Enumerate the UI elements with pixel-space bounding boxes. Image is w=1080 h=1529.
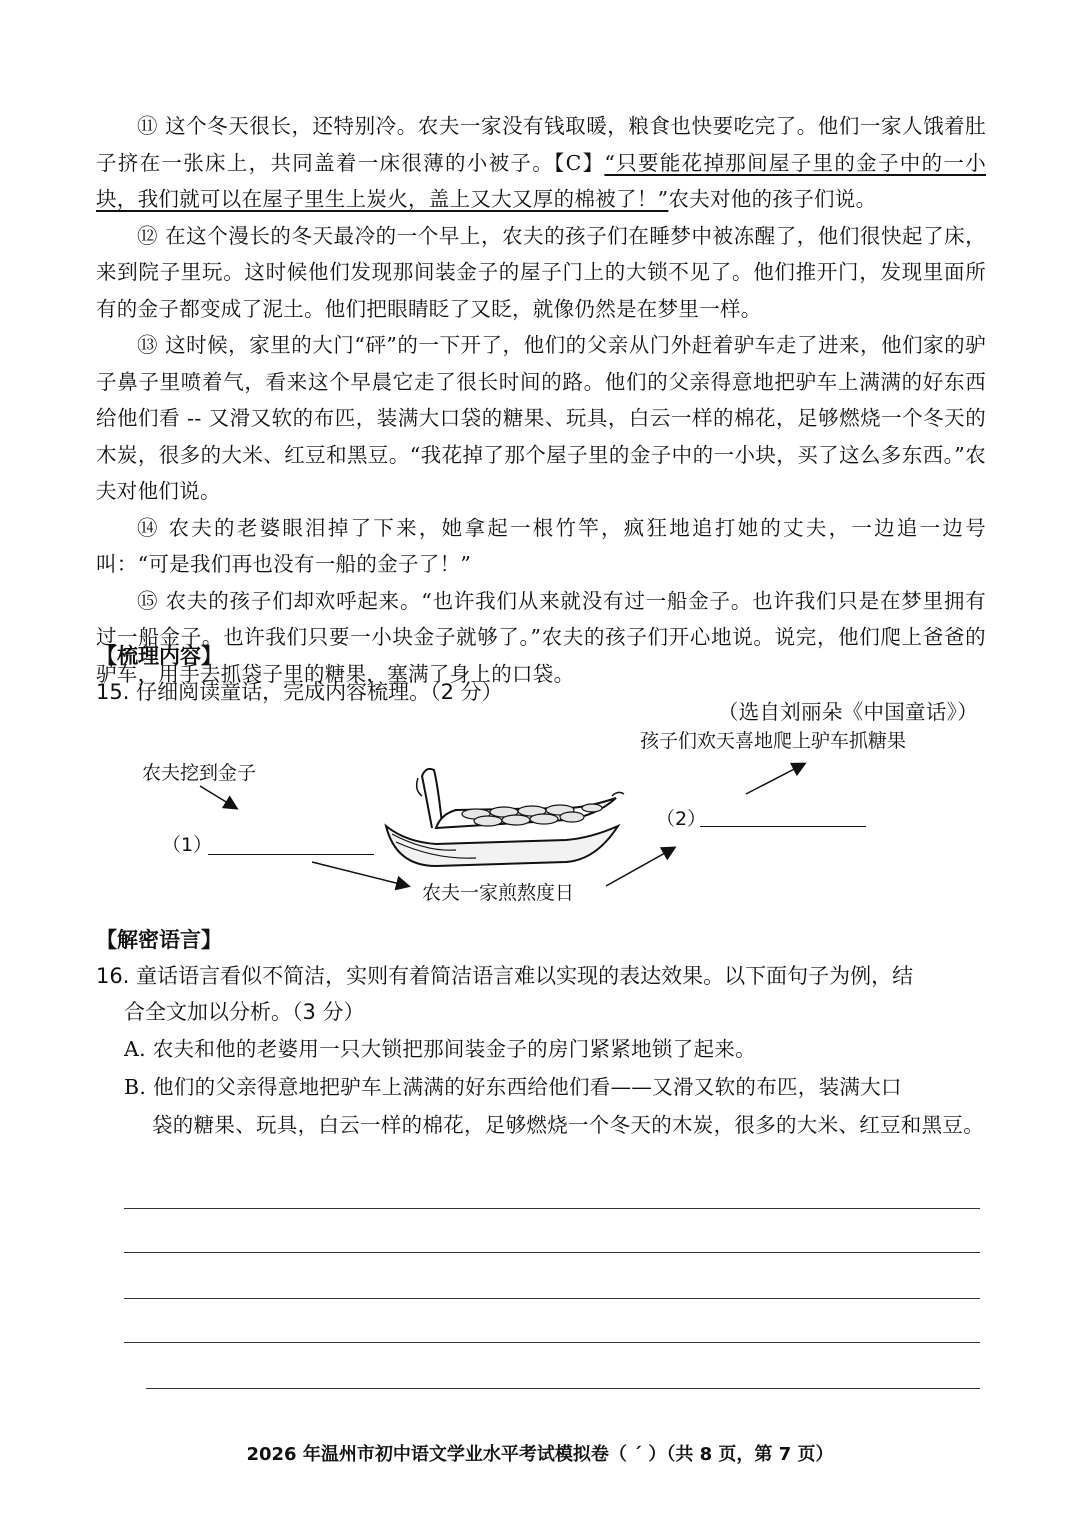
question-16 <box>96 958 986 1030</box>
arrow-to-blank-1 <box>200 786 236 808</box>
question-15: 15. 仔细阅读童话，完成内容梳理。（2 分） <box>96 680 503 704</box>
option-b-continuation: 袋的糖果、玩具，白云一样的棉花，足够燃烧一个冬天的木炭，很多的大米、红豆和黑豆。 <box>152 1113 984 1137</box>
section-title-content: 【梳理内容】 <box>96 644 222 668</box>
question-16-line-1: 16. 童话语言看似不简洁，实则有着简洁语言难以实现的表达效果。以下面句子为例，结 <box>96 964 914 988</box>
story-flow-diagram <box>96 716 976 916</box>
option-b-line-1: B. 他们的父亲得意地把驴车上满满的好东西给他们看——又滑又软的布匹，装满大口 <box>124 1075 902 1099</box>
label-family-suffers: 农夫一家煎熬度日 <box>422 882 575 904</box>
label-farmer-finds-gold: 农夫挖到金子 <box>142 762 257 784</box>
story-passage <box>96 108 986 731</box>
paragraph-13: ⑬ 这时候，家里的大门“砰”的一下开了，他们的父亲从门外赶着驴车走了进来，他们家的驴子鼻子里喷着气，看来这个早晨它走了很长时间的路。他们的父亲得意地把驴车上满满的好东西给他们看 -- 又滑又软的布匹，装满大口袋的糖果、玩具，白云一样的棉花，足够燃烧一个冬天的木炭，很多的大米、红豆和黑豆。“我花掉了那个屋子里的金子中的一小块，买了这么多东西。”农夫对他们说。 <box>96 333 986 503</box>
arrow-to-top-right <box>746 764 804 794</box>
arrow-to-blank-2 <box>606 848 674 886</box>
answer-line-4[interactable] <box>124 1342 980 1343</box>
paragraph-14: ⑭ 农夫的老婆眼泪掉了下来，她拿起一根竹竿，疯狂地追打她的丈夫，一边追一边号叫：“可是我们再也没有一船的金子了！” <box>96 515 986 576</box>
option-a: A. 农夫和他的老婆用一只大锁把那间装金子的房门紧紧地锁了起来。 <box>124 1037 756 1061</box>
arrow-to-bottom <box>312 862 408 886</box>
paragraph-15: ⑮ 农夫的孩子们却欢呼起来。“也许我们从来就没有过一船金子。也许我们只是在梦里拥有过一船金子。也许我们只要一小块金子就够了。”农夫的孩子们开心地说。说完，他们爬上爸爸的驴车，用手去抓袋子里的糖果，塞满了身上的口袋。 <box>96 588 986 686</box>
blank-1-label: （1） <box>162 834 213 856</box>
answer-line-5[interactable] <box>146 1388 980 1389</box>
paragraph-12: ⑫ 在这个漫长的冬天最冷的一个早上，农夫的孩子们在睡梦中被冻醒了，他们很快起了床，来到院子里玩。这时候他们发现那间装金子的屋子门上的大锁不见了。他们推开门，发现里面所有的金子都变成了泥土。他们把眼睛眨了又眨，就像仍然是在梦里一样。 <box>96 223 986 321</box>
passage-source: （选自刘丽朵《中国童话》） <box>717 700 978 724</box>
paragraph-11 <box>96 108 986 218</box>
blank-2-label: （2） <box>656 808 707 830</box>
paragraph-11-tail: 农夫对他的孩子们说。 <box>668 187 877 211</box>
paragraph-11-text: ⑪ 这个冬天很长，还特别冷。农夫一家没有钱取暖，粮食也快要吃完了。他们一家人饿着肚子挤在一张床上，共同盖着一床很薄的小被子。【C】 <box>96 114 986 175</box>
question-16-options <box>124 1030 986 1144</box>
label-children-happy: 孩子们欢天喜地爬上驴车抓糖果 <box>640 730 907 752</box>
section-title-language: 【解密语言】 <box>96 928 222 952</box>
underlined-sentence-c: “只要能花掉那间屋子里的金子中的一小块，我们就可以在屋子里生上炭火，盖上又大又厚的棉被了！” <box>96 150 986 211</box>
answer-line-3[interactable] <box>124 1298 980 1299</box>
gold-boat-illustration <box>386 769 624 866</box>
answer-line-1[interactable] <box>124 1208 980 1209</box>
question-16-line-2: 合全文加以分析。（3 分） <box>124 1000 365 1024</box>
answer-line-2[interactable] <box>124 1252 980 1253</box>
option-b <box>124 1068 986 1144</box>
page-footer: 2026 年温州市初中语文学业水平考试模拟卷（ ˊ ）（共 8 页，第 7 页） <box>246 1444 834 1465</box>
diagram-graphics <box>96 716 976 916</box>
